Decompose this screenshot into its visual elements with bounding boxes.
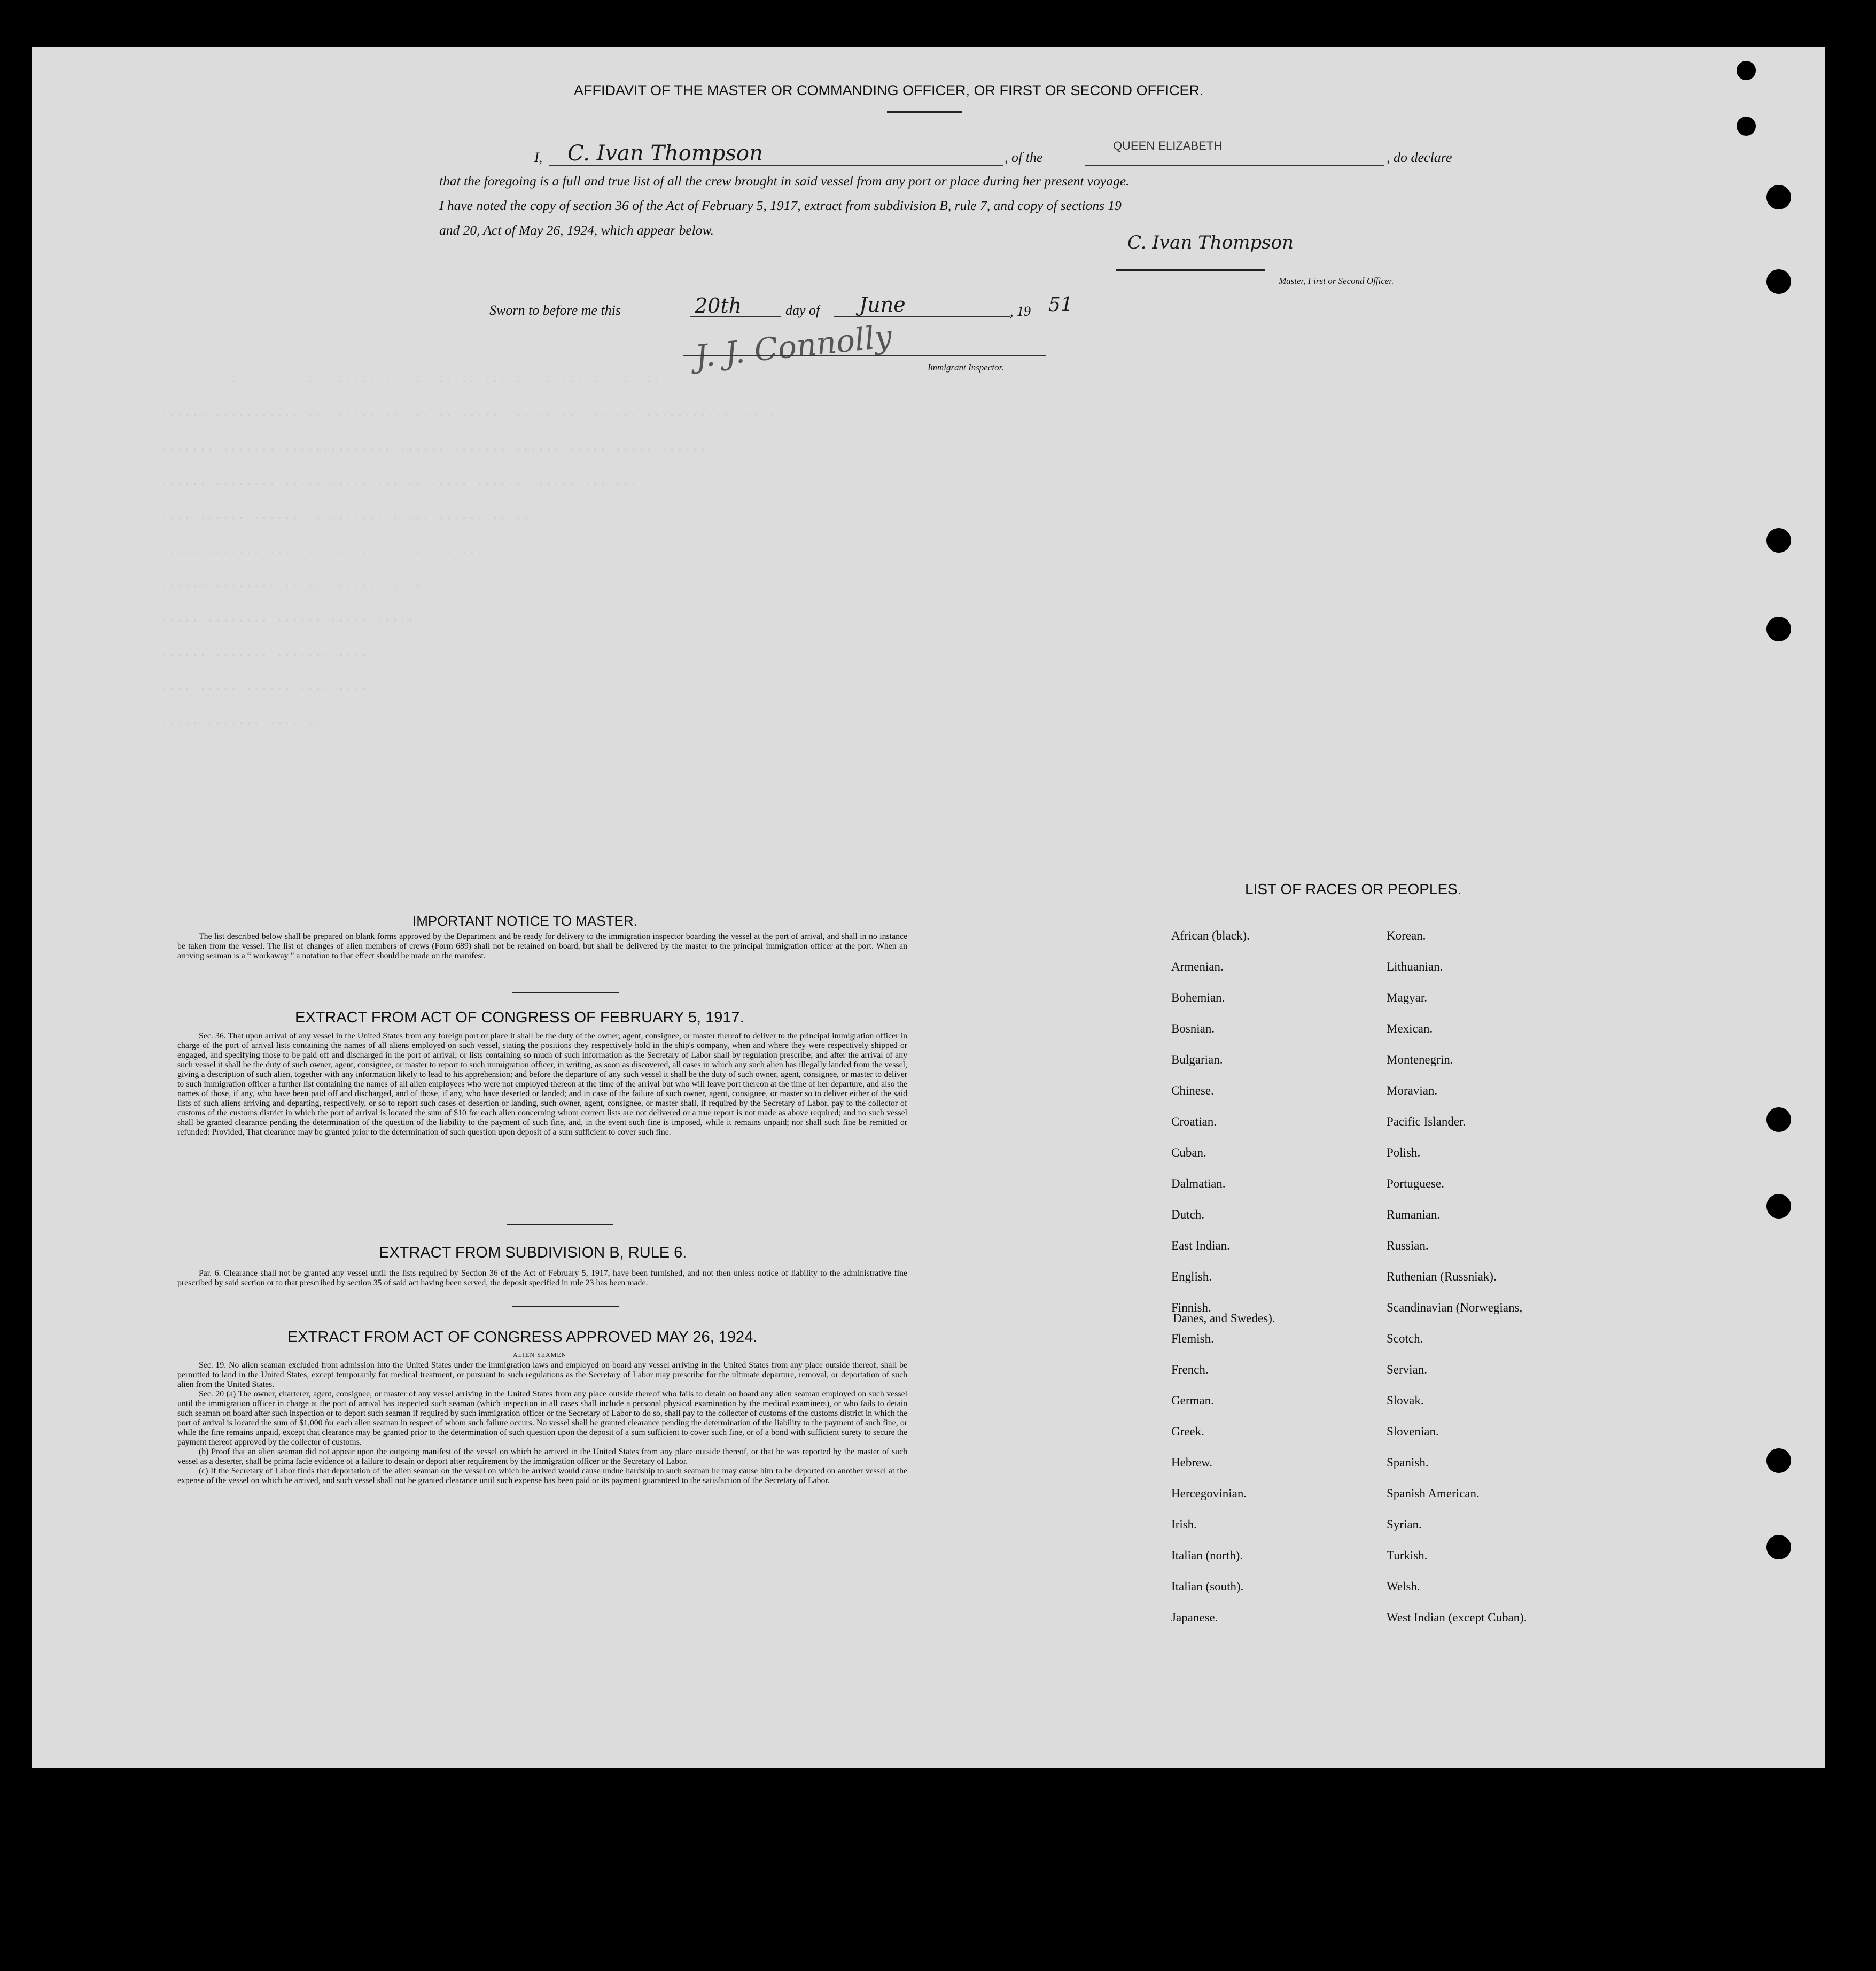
race-item: Ruthenian (Russniak). [1387, 1270, 1497, 1283]
race-item: Japanese. [1171, 1611, 1218, 1624]
sworn-day: 20th [695, 294, 742, 317]
binder-hole [1766, 528, 1791, 553]
race-item: Dalmatian. [1171, 1177, 1226, 1190]
race-item: Magyar. [1387, 991, 1428, 1004]
inspector-signature-line [683, 355, 1046, 356]
binder-hole [1766, 1448, 1791, 1473]
alien-seamen-subtitle: ALIEN SEAMEN [513, 1351, 567, 1359]
master-signature-line [1116, 269, 1265, 271]
inspector-signature: J. J. Connolly [693, 317, 894, 375]
race-item: Hercegovinian. [1171, 1487, 1247, 1500]
race-item: Korean. [1387, 929, 1426, 942]
race-item: Mexican. [1387, 1022, 1433, 1035]
sworn-prefix: Sworn to before me this [489, 302, 621, 318]
race-item: Flemish. [1171, 1332, 1214, 1345]
race-item: Bosnian. [1171, 1022, 1215, 1035]
document-page [32, 47, 1825, 1768]
master-signature: C. Ivan Thompson [1127, 232, 1294, 253]
race-item: Hebrew. [1171, 1456, 1213, 1469]
bleed-through-text: . . ......... .......... ...... ...... ......... ...... ............... ......... ..... ..... ......... ....... ........... ..... ....... ....... .............. ...... ....... ...... ..... ..... ...... ...... ........ ........... ...... ..... ...... ...... ....... .... ...... ....... ......... ..... ...... ...... ..... ....... ........ ...... ...... ..... ...... ........ ..... ....... ...... ..... ........ ...... ..... ..... ...... ....... ....... .... .... ..... ...... .... .... ..... ....... .... .... [160, 372, 776, 728]
race-item: Armenian. [1171, 960, 1224, 973]
declare-suffix: , do declare [1387, 150, 1452, 165]
race-item: Slovak. [1387, 1394, 1424, 1407]
race-item: Bohemian. [1171, 991, 1225, 1004]
binder-hole [1766, 1107, 1791, 1132]
race-item: Rumanian. [1387, 1208, 1441, 1221]
race-item: Dutch. [1171, 1208, 1204, 1221]
binder-hole [1737, 117, 1756, 136]
race-item: Spanish American. [1387, 1487, 1480, 1500]
race-item: Pacific Islander. [1387, 1115, 1466, 1128]
notice-text [177, 932, 907, 961]
race-item: Greek. [1171, 1425, 1204, 1438]
sworn-day-of: day of [785, 302, 820, 318]
extract-1917-text [177, 1031, 907, 1137]
sworn-month-line [834, 316, 1010, 317]
section-36-paragraph: Sec. 36. That upon arrival of any vessel in the United States from any foreign port or place it shall be the duty of the owner, agent, consignee, or master thereof to deliver to the principal immigration officer in charge of the port of arrival lists containing the names of all aliens employed on such vessel, stating the positions they respectively hold in the ship's company, when and where they were respectively shipped or engaged, and specifying those to be paid off and discharged in the port of arrival; or lists containing so much of such information as the Secretary of Labor shall by regulation prescribe; and after the arrival of any such vessel it shall be the duty of such owner, agent, consignee, or master to report to such immigration officer, in writing, as soon as discovered, all cases in which any such alien has illegally landed from the vessel, giving a description of such alien, together with any information likely to lead to his apprehension; and before the departure of any such vessel it shall be the duty of such owner, agent, consignee, or master to deliver to such immigration officer a further list containing the names of all alien employees who were not employed thereon at the time of the arrival but who will leave port thereon at the time of her departure, and also the names of those, if any, who have been paid off and discharged, and of those, if any, who have deserted or landed; and in case of the failure of such owner, agent, consignee, or master so to deliver either of the said lists of such aliens arriving and departing, respectively, or so to report such cases of desertion or landing, such owner, agent, consignee, or master shall, if required by the Secretary of Labor, pay to the collector of customs of the customs district in which the port of arrival is located the sum of $10 for each alien concerning whom correct lists are not delivered or a true report is not made as above required; and no such vessel shall be granted clearance pending the determination of the question of the liability to the payment of such fine, and, in the event such fine is imposed, while it remains unpaid; nor shall such fine be remitted or refunded: Provided, That clearance may be granted prior to the determination of such question upon deposit of a sum sufficient to cover such fine. [177, 1031, 907, 1137]
subdivision-b-text [177, 1269, 907, 1288]
sworn-month: June [859, 293, 906, 316]
subdivision-b-title: EXTRACT FROM SUBDIVISION B, RULE 6. [379, 1244, 687, 1261]
vessel-name-stamp: QUEEN ELIZABETH [1113, 139, 1223, 152]
sworn-year: 51 [1048, 294, 1073, 316]
race-item: Italian (south). [1171, 1580, 1244, 1593]
race-item: Welsh. [1387, 1580, 1420, 1593]
race-item: Scandinavian (Norwegians, [1387, 1301, 1523, 1314]
race-item: Spanish. [1387, 1456, 1429, 1469]
race-item: Russian. [1387, 1239, 1429, 1252]
extract-1917-rule [507, 1224, 613, 1225]
race-item: Portuguese. [1387, 1177, 1444, 1190]
affidavit-title-rule [887, 111, 962, 113]
binder-hole [1766, 1194, 1791, 1219]
section-20b-paragraph: (b) Proof that an alien seaman did not appear upon the outgoing manifest of the vessel on which he arrived in the United States from any place outside thereof, or that he was reported by the master of such vessel as a deserter, shall be prima facie evidence of a failure to detain or deport after requirement by the immigration officer or the Secretary of Labor. [177, 1447, 907, 1466]
declaration-line-2: that the foregoing is a full and true list of all the crew brought in said vessel from any port or place during her present voyage. [439, 173, 1130, 189]
extract-1924-title: EXTRACT FROM ACT OF CONGRESS APPROVED MAY 26, 1924. [287, 1329, 758, 1346]
section-19-paragraph: Sec. 19. No alien seaman excluded from admission into the United States under the immigration laws and employed on board any vessel arriving in the United States from any place outside thereof, shall be permitted to land in the United States, except temporarily for medical treatment, or pursuant to such regulations as the Secretary of Labor may prescribe for the ultimate departure, removal, or deportation of such alien from the United States. [177, 1361, 907, 1389]
race-item: African (black). [1171, 929, 1250, 942]
declaration-line-3: I have noted the copy of section 36 of the Act of February 5, 1917, extract from subdivision B, rule 7, and copy of sections 19 [439, 198, 1122, 213]
race-item: West Indian (except Cuban). [1387, 1611, 1527, 1624]
subdivision-b-rule [512, 1306, 619, 1307]
notice-title: IMPORTANT NOTICE TO MASTER. [412, 913, 637, 929]
race-item: Croatian. [1171, 1115, 1217, 1128]
race-item: Moravian. [1387, 1084, 1438, 1097]
race-item: Turkish. [1387, 1549, 1428, 1562]
race-item: English. [1171, 1270, 1212, 1283]
race-item: French. [1171, 1363, 1209, 1376]
race-item: Cuban. [1171, 1146, 1206, 1159]
race-item: Finnish. [1171, 1301, 1211, 1314]
race-item: Montenegrin. [1387, 1053, 1453, 1066]
races-title: LIST OF RACES OR PEOPLES. [1245, 881, 1462, 897]
declare-of-the: , of the [1005, 150, 1043, 165]
paragraph-6: Par. 6. Clearance shall not be granted any vessel until the lists required by Section 36 of the Act of February 5, 1917, have been furnished, and not then unless notice of liability to the administrative fine prescribed by said section or to that prescribed by section 35 of said act having been served, the deposit specified in rule 23 has been made. [177, 1269, 907, 1287]
sworn-year-prefix: , 19 [1010, 304, 1031, 319]
race-item: East Indian. [1171, 1239, 1230, 1252]
section-20a-paragraph: Sec. 20 (a) The owner, charterer, agent, consignee, or master of any vessel arriving in the United States from any place outside thereof who fails to detain on board any alien seaman employed on such vessel until the immigration officer in charge at the port of arrival has inspected such seaman (which inspection in all cases shall include a personal physical examination by the medical examiners), or who fails to detain such seaman on board after such inspection or to deport such seaman if required by such immigration officer or the Secretary of Labor to do so, shall pay to the collector of customs of the customs district in which the port of arrival is located the sum of $1,000 for each alien seaman in respect of whom such failure occurs. No vessel shall be granted clearance pending the determination of the liability to the payment of such fine, or while the fine remains unpaid, except that clearance may be granted prior to the determination of such question upon the deposit of a sum sufficient to cover such fine, or of a bond with sufficient surety to secure the payment thereof approved by the collector of customs. [177, 1390, 907, 1447]
race-item: Syrian. [1387, 1518, 1422, 1531]
race-item: Lithuanian. [1387, 960, 1443, 973]
race-item: Scotch. [1387, 1332, 1423, 1345]
notice-rule [512, 992, 619, 993]
vessel-name-line [1085, 165, 1384, 166]
race-item: Servian. [1387, 1363, 1428, 1376]
section-20c-paragraph: (c) If the Secretary of Labor finds that deportation of the alien seaman on the vessel on which he arrived would cause undue hardship to such seaman he may cause him to be deported on another vessel at the expense of the vessel on which he arrived, and such vessel shall not be granted clearance until such expense has been paid or its payment guaranteed to the satisfaction of the Secretary of Labor. [177, 1466, 907, 1485]
race-item: Italian (north). [1171, 1549, 1243, 1562]
inspector-caption: Immigrant Inspector. [928, 362, 1004, 373]
binder-hole [1737, 61, 1756, 80]
notice-paragraph: The list described below shall be prepared on blank forms approved by the Department and be ready for delivery to the immigration inspector boarding the vessel at the port of arrival, and shall in no instance be taken from the vessel. The list of changes of alien members of crews (Form 689) shall not be retained on board, but shall be delivered by the master to the principal immigration officer at the port. When an arriving seaman is a “ workaway ” a notation to that effect should be made on the manifest. [177, 932, 907, 960]
binder-hole [1766, 269, 1791, 294]
binder-hole [1766, 185, 1791, 209]
declare-prefix: I, [534, 150, 543, 165]
race-item-continuation: Danes, and Swedes). [1173, 1312, 1275, 1325]
race-item: German. [1171, 1394, 1214, 1407]
race-item: Irish. [1171, 1518, 1197, 1531]
binder-hole [1766, 617, 1791, 641]
declaration-line-4: and 20, Act of May 26, 1924, which appear below. [439, 222, 714, 238]
extract-1917-title: EXTRACT FROM ACT OF CONGRESS OF FEBRUARY 5, 1917. [295, 1009, 744, 1026]
master-name-field: C. Ivan Thompson [567, 141, 763, 166]
race-item: Bulgarian. [1171, 1053, 1223, 1066]
affidavit-title: AFFIDAVIT OF THE MASTER OR COMMANDING OFFICER, OR FIRST OR SECOND OFFICER. [574, 82, 1204, 98]
race-item: Polish. [1387, 1146, 1421, 1159]
master-caption: Master, First or Second Officer. [1279, 276, 1394, 286]
race-item: Chinese. [1171, 1084, 1214, 1097]
race-item: Slovenian. [1387, 1425, 1439, 1438]
binder-hole [1766, 1535, 1791, 1559]
extract-1924-text [177, 1361, 907, 1486]
